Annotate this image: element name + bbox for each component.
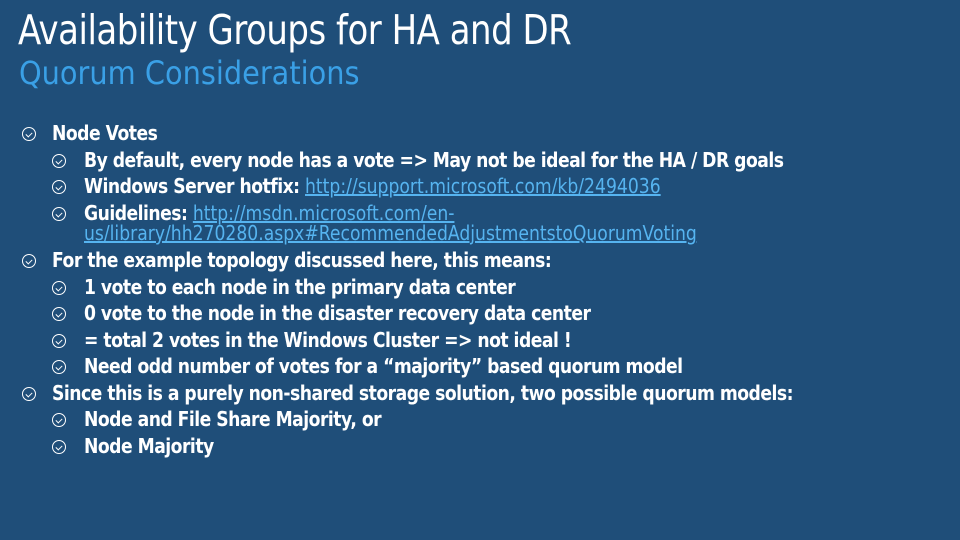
- list-item: [0, 275, 960, 302]
- bullet-label: Guidelines:: [84, 200, 193, 225]
- checkmark-bullet-icon: [52, 360, 66, 374]
- bullet-text: [84, 221, 697, 245]
- bullet-text: Node Votes: [52, 121, 158, 145]
- list-item: [0, 434, 960, 461]
- bullet-list: [0, 121, 960, 460]
- bullet-text: Since this is a purely non-shared storage solution, two possible quorum models:: [52, 380, 793, 405]
- checkmark-bullet-icon: [52, 207, 66, 221]
- bullet-text: Need odd number of votes for a “majority” based quorum model: [84, 354, 683, 378]
- slide-subtitle: Quorum Considerations: [19, 54, 360, 92]
- checkmark-bullet-icon: [22, 127, 36, 141]
- hotfix-link[interactable]: http://support.microsoft.com/kb/2494036: [305, 174, 661, 198]
- bullet-label: Windows Server hotfix:: [84, 174, 306, 198]
- bullet-text: 0 vote to the node in the disaster recovery data center: [84, 301, 591, 325]
- list-item: [0, 381, 960, 408]
- bullet-text: For the example topology discussed here, this means:: [52, 248, 552, 272]
- checkmark-bullet-icon: [52, 307, 66, 321]
- checkmark-bullet-icon: [52, 440, 66, 454]
- checkmark-bullet-icon: [52, 154, 66, 168]
- list-item-continuation: [0, 221, 960, 248]
- list-item: [0, 354, 960, 381]
- bullet-text: Node Majority: [84, 433, 214, 458]
- list-item: [0, 148, 960, 175]
- checkmark-bullet-icon: [22, 387, 36, 401]
- bullet-text: 1 vote to each node in the primary data center: [84, 274, 516, 299]
- checkmark-bullet-icon: [52, 334, 66, 348]
- checkmark-bullet-icon: [22, 254, 36, 268]
- list-item: [0, 121, 960, 148]
- slide-title: Availability Groups for HA and DR: [18, 6, 572, 54]
- checkmark-bullet-icon: [52, 180, 66, 194]
- list-item: [0, 407, 960, 434]
- bullet-text: = total 2 votes in the Windows Cluster => not ideal !: [84, 327, 572, 352]
- checkmark-bullet-icon: [52, 281, 66, 295]
- list-item: [0, 301, 960, 328]
- guidelines-link-continued[interactable]: us/library/hh270280.aspx#RecommendedAdjustmentstoQuorumVoting: [84, 221, 697, 245]
- bullet-text: By default, every node has a vote => May not be ideal for the HA / DR goals: [84, 147, 784, 172]
- list-item: [0, 248, 960, 275]
- bullet-text: Node and File Share Majority, or: [84, 407, 382, 431]
- guidelines-link[interactable]: http://msdn.microsoft.com/en-: [192, 200, 455, 225]
- list-item: [0, 174, 960, 201]
- bullet-text: [84, 174, 661, 198]
- checkmark-bullet-icon: [52, 413, 66, 427]
- list-item: [0, 328, 960, 355]
